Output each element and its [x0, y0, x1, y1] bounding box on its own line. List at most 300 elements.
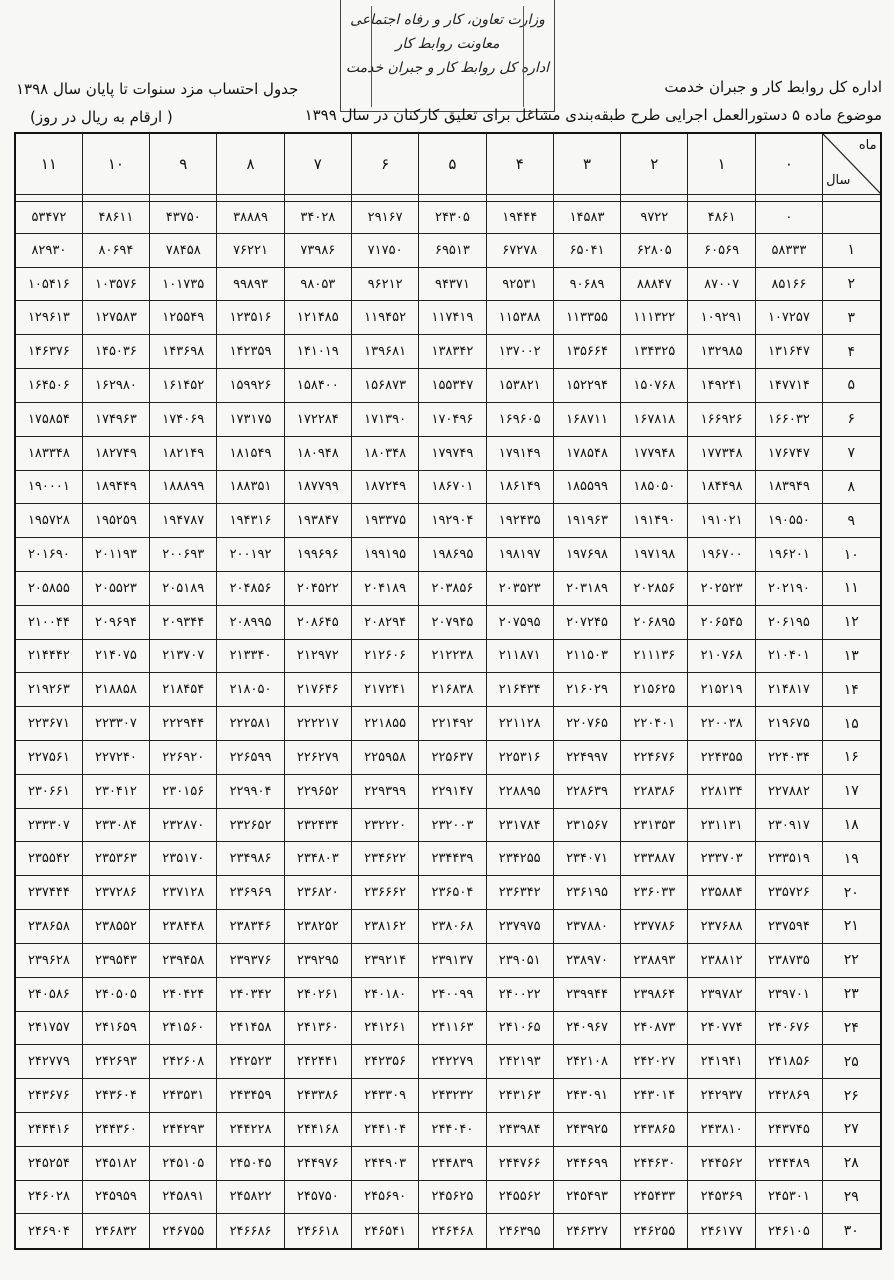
year-cell: ۱۵ — [823, 707, 881, 741]
wage-table — [14, 132, 882, 1250]
value-cell: ۲۴۱۲۶۱ — [351, 1011, 418, 1045]
value-cell: ۱۶۶۰۳۲ — [755, 402, 822, 436]
value-cell: ۱۱۳۳۵۵ — [553, 301, 620, 335]
value-cell: ۲۱۰۴۰۱ — [755, 639, 822, 673]
value-cell: ۲۴۰۰۲۲ — [486, 977, 553, 1011]
value-cell: ۵۸۳۳۳ — [755, 233, 822, 267]
value-cell: ۲۴۲۱۰۸ — [553, 1045, 620, 1079]
value-cell: ۲۳۲۶۵۲ — [217, 808, 284, 842]
value-cell: ۲۱۲۲۳۸ — [419, 639, 486, 673]
corner-month-label: ماه — [858, 138, 877, 153]
value-cell: ۱۹۷۶۹۸ — [553, 538, 620, 572]
table-row — [15, 943, 881, 977]
table-row — [15, 639, 881, 673]
value-cell: ۷۸۴۵۸ — [150, 233, 217, 267]
value-cell: ۱۹۶۷۰۰ — [688, 538, 755, 572]
value-cell: ۱۹۳۸۴۷ — [284, 504, 351, 538]
value-cell: ۶۰۵۶۹ — [688, 233, 755, 267]
value-cell: ۴۳۷۵۰ — [150, 202, 217, 234]
value-cell: ۲۴۵۹۵۹ — [82, 1180, 149, 1214]
value-cell: ۲۴۶۷۵۵ — [150, 1214, 217, 1249]
value-cell: ۲۳۴۸۰۳ — [284, 842, 351, 876]
value-cell: ۲۰۸۲۹۴ — [351, 605, 418, 639]
value-cell: ۲۳۸۷۳۵ — [755, 943, 822, 977]
value-cell: ۱۷۷۹۴۸ — [621, 436, 688, 470]
value-cell: ۱۳۷۰۰۲ — [486, 335, 553, 369]
value-cell: ۱۹۴۴۴ — [486, 202, 553, 234]
table-row — [15, 842, 881, 876]
value-cell: ۲۳۴۶۲۲ — [351, 842, 418, 876]
value-cell: ۲۴۶۱۰۵ — [755, 1214, 822, 1249]
value-cell: ۲۲۹۹۰۴ — [217, 774, 284, 808]
value-cell: ۱۰۵۴۱۶ — [15, 267, 82, 301]
value-cell: ۱۳۸۳۴۲ — [419, 335, 486, 369]
value-cell: ۲۴۵۶۹۰ — [351, 1180, 418, 1214]
table-row — [15, 335, 881, 369]
value-cell: ۱۸۵۵۹۹ — [553, 470, 620, 504]
value-cell: ۸۵۱۶۶ — [755, 267, 822, 301]
value-cell: ۲۴۴۶۹۹ — [553, 1146, 620, 1180]
value-cell: ۲۴۱۰۶۵ — [486, 1011, 553, 1045]
value-cell: ۲۳۶۰۳۳ — [621, 876, 688, 910]
value-cell: ۲۴۶۱۷۷ — [688, 1214, 755, 1249]
value-cell: ۲۳۳۵۱۹ — [755, 842, 822, 876]
stamp-line-3: اداره کل روابط کار و جبران خدمت — [345, 60, 550, 76]
value-cell: ۲۰۴۵۲۲ — [284, 571, 351, 605]
separator-cell — [284, 195, 351, 202]
value-cell: ۲۴۴۷۶۶ — [486, 1146, 553, 1180]
corner-cell — [823, 133, 881, 195]
value-cell: ۲۳۳۳۰۷ — [15, 808, 82, 842]
value-cell: ۲۴۳۸۶۵ — [621, 1112, 688, 1146]
value-cell: ۲۴۳۶۰۴ — [82, 1079, 149, 1113]
value-cell: ۲۴۵۲۵۴ — [15, 1146, 82, 1180]
year-cell: ۲۶ — [823, 1079, 881, 1113]
value-cell: ۲۳۷۶۸۸ — [688, 910, 755, 944]
value-cell: ۲۴۲۶۰۸ — [150, 1045, 217, 1079]
value-cell: ۲۴۵۳۰۱ — [755, 1180, 822, 1214]
table-row — [15, 369, 881, 403]
value-cell: ۲۳۶۵۰۴ — [419, 876, 486, 910]
value-cell: ۲۴۳۰۵ — [419, 202, 486, 234]
value-cell: ۲۴۱۹۴۱ — [688, 1045, 755, 1079]
value-cell: ۲۴۳۳۰۹ — [351, 1079, 418, 1113]
value-cell: ۲۱۶۴۳۴ — [486, 673, 553, 707]
value-cell: ۲۲۴۹۹۷ — [553, 741, 620, 775]
value-cell: ۲۲۸۶۳۹ — [553, 774, 620, 808]
corner-year-label: سال — [826, 173, 851, 188]
year-cell: ۲۸ — [823, 1146, 881, 1180]
year-cell: ۱۹ — [823, 842, 881, 876]
value-cell: ۲۲۷۸۸۲ — [755, 774, 822, 808]
value-cell: ۱۴۷۷۱۴ — [755, 369, 822, 403]
value-cell: ۱۹۸۱۹۷ — [486, 538, 553, 572]
document-subject: موضوع ماده ۵ دستورالعمل اجرایی طرح طبقه‌بندی مشاغل برای تعلیق کارکنان در سال ۱۳۹۹ — [304, 106, 882, 124]
value-cell: ۱۷۱۳۹۰ — [351, 402, 418, 436]
value-cell: ۱۸۳۹۴۹ — [755, 470, 822, 504]
value-cell: ۲۱۴۸۱۷ — [755, 673, 822, 707]
value-cell: ۲۰۳۵۲۳ — [486, 571, 553, 605]
value-cell: ۲۴۴۲۹۳ — [150, 1112, 217, 1146]
year-cell: ۲۱ — [823, 910, 881, 944]
table-row — [15, 202, 881, 234]
value-cell: ۲۳۸۰۶۸ — [419, 910, 486, 944]
year-cell: ۴ — [823, 335, 881, 369]
value-cell: ۲۰۶۸۹۵ — [621, 605, 688, 639]
value-cell: ۲۱۸۰۵۰ — [217, 673, 284, 707]
value-cell: ۲۴۵۴۳۳ — [621, 1180, 688, 1214]
value-cell: ۲۰۶۱۹۵ — [755, 605, 822, 639]
value-cell: ۲۲۷۲۴۰ — [82, 741, 149, 775]
value-cell: ۲۳۸۲۵۲ — [284, 910, 351, 944]
header-row — [15, 133, 881, 195]
table-row — [15, 1146, 881, 1180]
value-cell: ۱۵۵۳۴۷ — [419, 369, 486, 403]
table-row — [15, 436, 881, 470]
value-cell: ۲۳۰۶۶۱ — [15, 774, 82, 808]
table-row — [15, 470, 881, 504]
value-cell: ۲۲۱۴۹۲ — [419, 707, 486, 741]
value-cell: ۲۳۵۸۸۴ — [688, 876, 755, 910]
year-cell: ۱۰ — [823, 538, 881, 572]
value-cell: ۲۳۲۲۲۰ — [351, 808, 418, 842]
value-cell: ۲۱۷۶۴۶ — [284, 673, 351, 707]
value-cell: ۱۹۴۳۱۶ — [217, 504, 284, 538]
stamp-frame — [371, 6, 524, 107]
separator-cell — [553, 195, 620, 202]
value-cell: ۲۱۱۱۳۶ — [621, 639, 688, 673]
value-cell: ۱۹۳۳۷۵ — [351, 504, 418, 538]
value-cell: ۲۱۲۶۰۶ — [351, 639, 418, 673]
month-header: ۲ — [621, 133, 688, 195]
value-cell: ۱۲۱۴۸۵ — [284, 301, 351, 335]
year-cell: ۱۸ — [823, 808, 881, 842]
table-row — [15, 504, 881, 538]
value-cell: ۲۱۶۰۲۹ — [553, 673, 620, 707]
value-cell: ۱۷۷۳۴۸ — [688, 436, 755, 470]
value-cell: ۲۱۲۹۷۲ — [284, 639, 351, 673]
value-cell: ۲۴۵۸۹۱ — [150, 1180, 217, 1214]
stamp-line-2: معاونت روابط کار — [395, 36, 500, 52]
value-cell: ۱۴۲۳۵۹ — [217, 335, 284, 369]
value-cell: ۱۸۱۵۴۹ — [217, 436, 284, 470]
value-cell: ۱۷۹۱۴۹ — [486, 436, 553, 470]
value-cell: ۲۳۸۳۴۶ — [217, 910, 284, 944]
value-cell: ۲۲۸۸۹۵ — [486, 774, 553, 808]
value-cell: ۲۲۲۹۴۴ — [150, 707, 217, 741]
value-cell: ۱۶۲۹۸۰ — [82, 369, 149, 403]
value-cell: ۲۴۴۶۳۰ — [621, 1146, 688, 1180]
value-cell: ۲۲۴۳۵۵ — [688, 741, 755, 775]
table-row — [15, 267, 881, 301]
value-cell: ۲۰۰۶۹۳ — [150, 538, 217, 572]
value-cell: ۲۰۵۵۲۳ — [82, 571, 149, 605]
value-cell: ۱۹۴۷۸۷ — [150, 504, 217, 538]
value-cell: ۲۳۵۵۴۲ — [15, 842, 82, 876]
value-cell: ۲۳۸۱۶۲ — [351, 910, 418, 944]
value-cell: ۲۳۴۹۸۶ — [217, 842, 284, 876]
value-cell: ۲۰۱۱۹۳ — [82, 538, 149, 572]
value-cell: ۱۸۲۱۴۹ — [150, 436, 217, 470]
value-cell: ۲۳۳۸۸۷ — [621, 842, 688, 876]
value-cell: ۲۴۰۷۷۴ — [688, 1011, 755, 1045]
table-row — [15, 707, 881, 741]
value-cell: ۹۲۵۳۱ — [486, 267, 553, 301]
value-cell: ۱۸۶۷۰۱ — [419, 470, 486, 504]
separator-cell — [150, 195, 217, 202]
value-cell: ۲۳۷۱۲۸ — [150, 876, 217, 910]
table-row — [15, 876, 881, 910]
value-cell: ۲۳۶۸۲۰ — [284, 876, 351, 910]
value-cell: ۱۵۳۸۲۱ — [486, 369, 553, 403]
table-row — [15, 1079, 881, 1113]
value-cell: ۱۶۴۵۰۶ — [15, 369, 82, 403]
value-cell: ۲۳۹۲۱۴ — [351, 943, 418, 977]
separator-cell — [15, 195, 82, 202]
table-row — [15, 1214, 881, 1249]
value-cell: ۲۰۰۱۹۲ — [217, 538, 284, 572]
value-cell: ۲۴۶۹۰۴ — [15, 1214, 82, 1249]
year-cell: ۱۱ — [823, 571, 881, 605]
table-row — [15, 1180, 881, 1214]
value-cell: ۲۰۷۵۹۵ — [486, 605, 553, 639]
value-cell: ۱۰۱۷۳۵ — [150, 267, 217, 301]
value-cell: ۲۳۱۵۶۷ — [553, 808, 620, 842]
value-cell: ۲۱۵۶۲۵ — [621, 673, 688, 707]
month-header: ۶ — [351, 133, 418, 195]
value-cell: ۲۴۲۸۶۹ — [755, 1079, 822, 1113]
value-cell: ۲۰۶۵۴۵ — [688, 605, 755, 639]
value-cell: ۲۲۵۶۳۷ — [419, 741, 486, 775]
value-cell: ۲۴۲۱۹۳ — [486, 1045, 553, 1079]
value-cell: ۷۱۷۵۰ — [351, 233, 418, 267]
value-cell: ۲۳۶۳۴۲ — [486, 876, 553, 910]
value-cell: ۱۹۲۹۰۴ — [419, 504, 486, 538]
year-cell: ۲۲ — [823, 943, 881, 977]
year-cell: ۲۹ — [823, 1180, 881, 1214]
year-cell: ۲۰ — [823, 876, 881, 910]
value-cell: ۲۱۷۲۴۱ — [351, 673, 418, 707]
value-cell: ۲۲۳۳۰۷ — [82, 707, 149, 741]
month-header: ۹ — [150, 133, 217, 195]
value-cell: ۲۳۸۴۴۸ — [150, 910, 217, 944]
value-cell: ۲۴۳۵۳۱ — [150, 1079, 217, 1113]
value-cell: ۱۹۵۷۲۸ — [15, 504, 82, 538]
value-cell: ۲۴۱۳۶۰ — [284, 1011, 351, 1045]
table-row — [15, 1011, 881, 1045]
value-cell: ۲۳۹۵۴۳ — [82, 943, 149, 977]
value-cell: ۲۴۴۸۳۹ — [419, 1146, 486, 1180]
value-cell: ۱۶۷۸۱۸ — [621, 402, 688, 436]
value-cell: ۲۱۸۸۵۸ — [82, 673, 149, 707]
value-cell: ۱۵۰۷۶۸ — [621, 369, 688, 403]
value-cell: ۲۴۲۵۲۳ — [217, 1045, 284, 1079]
value-cell: ۲۳۶۱۹۵ — [553, 876, 620, 910]
value-cell: ۲۲۱۱۲۸ — [486, 707, 553, 741]
value-cell: ۲۴۱۵۶۰ — [150, 1011, 217, 1045]
value-cell: ۱۶۸۷۱۱ — [553, 402, 620, 436]
value-cell: ۱۷۲۲۸۴ — [284, 402, 351, 436]
value-cell: ۲۴۴۰۴۰ — [419, 1112, 486, 1146]
value-cell: ۲۳۹۳۷۶ — [217, 943, 284, 977]
value-cell: ۲۴۳۹۸۴ — [486, 1112, 553, 1146]
year-cell: ۲۵ — [823, 1045, 881, 1079]
year-cell: ۷ — [823, 436, 881, 470]
value-cell: ۲۳۹۱۳۷ — [419, 943, 486, 977]
value-cell: ۲۱۳۳۴۰ — [217, 639, 284, 673]
official-stamp — [340, 0, 555, 112]
separator-cell — [217, 195, 284, 202]
value-cell: ۲۳۹۶۲۸ — [15, 943, 82, 977]
value-cell: ۱۰۷۲۵۷ — [755, 301, 822, 335]
value-cell: ۲۰۵۸۵۵ — [15, 571, 82, 605]
value-cell: ۲۴۶۵۴۱ — [351, 1214, 418, 1249]
month-header: ۱ — [688, 133, 755, 195]
value-cell: ۲۴۵۶۲۵ — [419, 1180, 486, 1214]
year-cell: ۲۴ — [823, 1011, 881, 1045]
value-cell: ۲۰۵۱۸۹ — [150, 571, 217, 605]
separator-cell — [82, 195, 149, 202]
value-cell: ۲۲۶۹۲۰ — [150, 741, 217, 775]
value-cell: ۱۳۲۹۸۵ — [688, 335, 755, 369]
value-cell: ۳۸۸۸۹ — [217, 202, 284, 234]
value-cell: ۲۴۰۵۰۵ — [82, 977, 149, 1011]
value-cell: ۱۹۰۵۵۰ — [755, 504, 822, 538]
value-cell: ۲۴۰۰۹۹ — [419, 977, 486, 1011]
value-cell: ۲۰۱۶۹۰ — [15, 538, 82, 572]
value-cell: ۲۴۶۶۱۸ — [284, 1214, 351, 1249]
month-header: ۱۰ — [82, 133, 149, 195]
value-cell: ۲۲۹۳۹۹ — [351, 774, 418, 808]
value-cell: ۲۳۴۰۷۱ — [553, 842, 620, 876]
table-row — [15, 538, 881, 572]
value-cell: ۱۹۹۱۹۵ — [351, 538, 418, 572]
value-cell: ۲۴۲۹۳۷ — [688, 1079, 755, 1113]
value-cell: ۲۴۶۳۲۷ — [553, 1214, 620, 1249]
value-cell: ۲۱۱۵۰۳ — [553, 639, 620, 673]
value-cell: ۹۶۲۱۲ — [351, 267, 418, 301]
value-cell: ۱۸۸۳۵۱ — [217, 470, 284, 504]
value-cell: ۲۴۶۶۸۶ — [217, 1214, 284, 1249]
value-cell: ۱۷۰۴۹۶ — [419, 402, 486, 436]
value-cell: ۱۷۹۷۴۹ — [419, 436, 486, 470]
value-cell: ۲۴۳۴۵۹ — [217, 1079, 284, 1113]
value-cell: ۱۵۶۸۷۳ — [351, 369, 418, 403]
value-cell: ۱۱۷۴۱۹ — [419, 301, 486, 335]
separator-cell — [419, 195, 486, 202]
value-cell: ۲۴۵۱۸۲ — [82, 1146, 149, 1180]
value-cell: ۲۳۸۵۵۲ — [82, 910, 149, 944]
value-cell: ۱۷۳۱۷۵ — [217, 402, 284, 436]
value-cell: ۲۲۵۹۵۸ — [351, 741, 418, 775]
value-cell: ۲۰۷۲۴۵ — [553, 605, 620, 639]
value-cell: ۱۱۹۴۵۲ — [351, 301, 418, 335]
value-cell: ۱۹۷۱۹۸ — [621, 538, 688, 572]
value-cell: ۱۸۷۲۴۹ — [351, 470, 418, 504]
value-cell: ۱۷۸۵۴۸ — [553, 436, 620, 470]
value-cell: ۲۳۸۶۵۸ — [15, 910, 82, 944]
value-cell: ۱۸۴۴۹۸ — [688, 470, 755, 504]
value-cell: ۲۴۱۱۶۳ — [419, 1011, 486, 1045]
value-cell: ۰ — [755, 202, 822, 234]
value-cell: ۲۴۳۲۳۲ — [419, 1079, 486, 1113]
year-cell: ۹ — [823, 504, 881, 538]
separator-cell — [755, 195, 822, 202]
value-cell: ۲۴۶۸۳۲ — [82, 1214, 149, 1249]
separator-cell — [823, 195, 881, 202]
value-cell: ۲۴۳۰۹۱ — [553, 1079, 620, 1113]
value-cell: ۲۴۶۲۵۵ — [621, 1214, 688, 1249]
month-header: ۰ — [755, 133, 822, 195]
value-cell: ۲۳۹۷۰۱ — [755, 977, 822, 1011]
value-cell: ۲۴۴۹۷۶ — [284, 1146, 351, 1180]
value-cell: ۲۳۰۹۱۷ — [755, 808, 822, 842]
value-cell: ۱۸۲۷۴۹ — [82, 436, 149, 470]
value-cell: ۸۲۹۳۰ — [15, 233, 82, 267]
value-cell: ۲۴۳۸۱۰ — [688, 1112, 755, 1146]
value-cell: ۲۴۵۸۲۲ — [217, 1180, 284, 1214]
value-cell: ۴۸۶۱ — [688, 202, 755, 234]
value-cell: ۲۴۵۴۹۳ — [553, 1180, 620, 1214]
value-cell: ۲۴۰۶۷۶ — [755, 1011, 822, 1045]
value-cell: ۲۳۱۷۸۴ — [486, 808, 553, 842]
value-cell: ۲۰۹۶۹۴ — [82, 605, 149, 639]
value-cell: ۱۹۰۰۰۱ — [15, 470, 82, 504]
value-cell: ۲۳۱۱۳۱ — [688, 808, 755, 842]
value-cell: ۲۲۰۰۳۸ — [688, 707, 755, 741]
value-cell: ۲۴۱۷۵۷ — [15, 1011, 82, 1045]
value-cell: ۹۷۲۲ — [621, 202, 688, 234]
value-cell: ۱۹۸۶۹۵ — [419, 538, 486, 572]
month-header: ۷ — [284, 133, 351, 195]
value-cell: ۱۵۹۹۲۶ — [217, 369, 284, 403]
value-cell: ۲۴۶۳۹۵ — [486, 1214, 553, 1249]
value-cell: ۲۴۰۱۸۰ — [351, 977, 418, 1011]
value-cell: ۲۴۰۲۶۱ — [284, 977, 351, 1011]
value-cell: ۲۴۲۲۷۹ — [419, 1045, 486, 1079]
value-cell: ۲۰۲۸۵۶ — [621, 571, 688, 605]
table-row — [15, 1045, 881, 1079]
value-cell: ۲۳۲۴۳۴ — [284, 808, 351, 842]
value-cell: ۲۳۳۰۸۴ — [82, 808, 149, 842]
value-cell: ۲۳۷۵۹۴ — [755, 910, 822, 944]
value-cell: ۲۳۷۷۸۶ — [621, 910, 688, 944]
year-cell: ۳ — [823, 301, 881, 335]
year-cell: ۱۷ — [823, 774, 881, 808]
value-cell: ۱۴۳۶۹۸ — [150, 335, 217, 369]
value-cell: ۶۵۰۴۱ — [553, 233, 620, 267]
value-cell: ۲۴۵۰۴۵ — [217, 1146, 284, 1180]
year-cell: ۱۲ — [823, 605, 881, 639]
value-cell: ۱۲۵۵۴۹ — [150, 301, 217, 335]
value-cell: ۱۹۱۴۹۰ — [621, 504, 688, 538]
month-header: ۴ — [486, 133, 553, 195]
value-cell: ۲۲۹۶۵۲ — [284, 774, 351, 808]
value-cell: ۹۹۸۹۳ — [217, 267, 284, 301]
value-cell: ۲۰۴۸۵۶ — [217, 571, 284, 605]
value-cell: ۲۳۴۲۵۵ — [486, 842, 553, 876]
value-cell: ۲۳۵۳۶۳ — [82, 842, 149, 876]
value-cell: ۲۹۱۶۷ — [351, 202, 418, 234]
value-cell: ۲۴۵۳۶۹ — [688, 1180, 755, 1214]
value-cell: ۱۸۷۷۹۹ — [284, 470, 351, 504]
organization-name: اداره کل روابط کار و جبران خدمت — [664, 78, 882, 96]
table-row — [15, 1112, 881, 1146]
value-cell: ۲۲۴۰۳۴ — [755, 741, 822, 775]
value-cell: ۱۴۹۲۴۱ — [688, 369, 755, 403]
value-cell: ۱۰۹۲۹۱ — [688, 301, 755, 335]
value-cell: ۲۴۳۷۴۵ — [755, 1112, 822, 1146]
